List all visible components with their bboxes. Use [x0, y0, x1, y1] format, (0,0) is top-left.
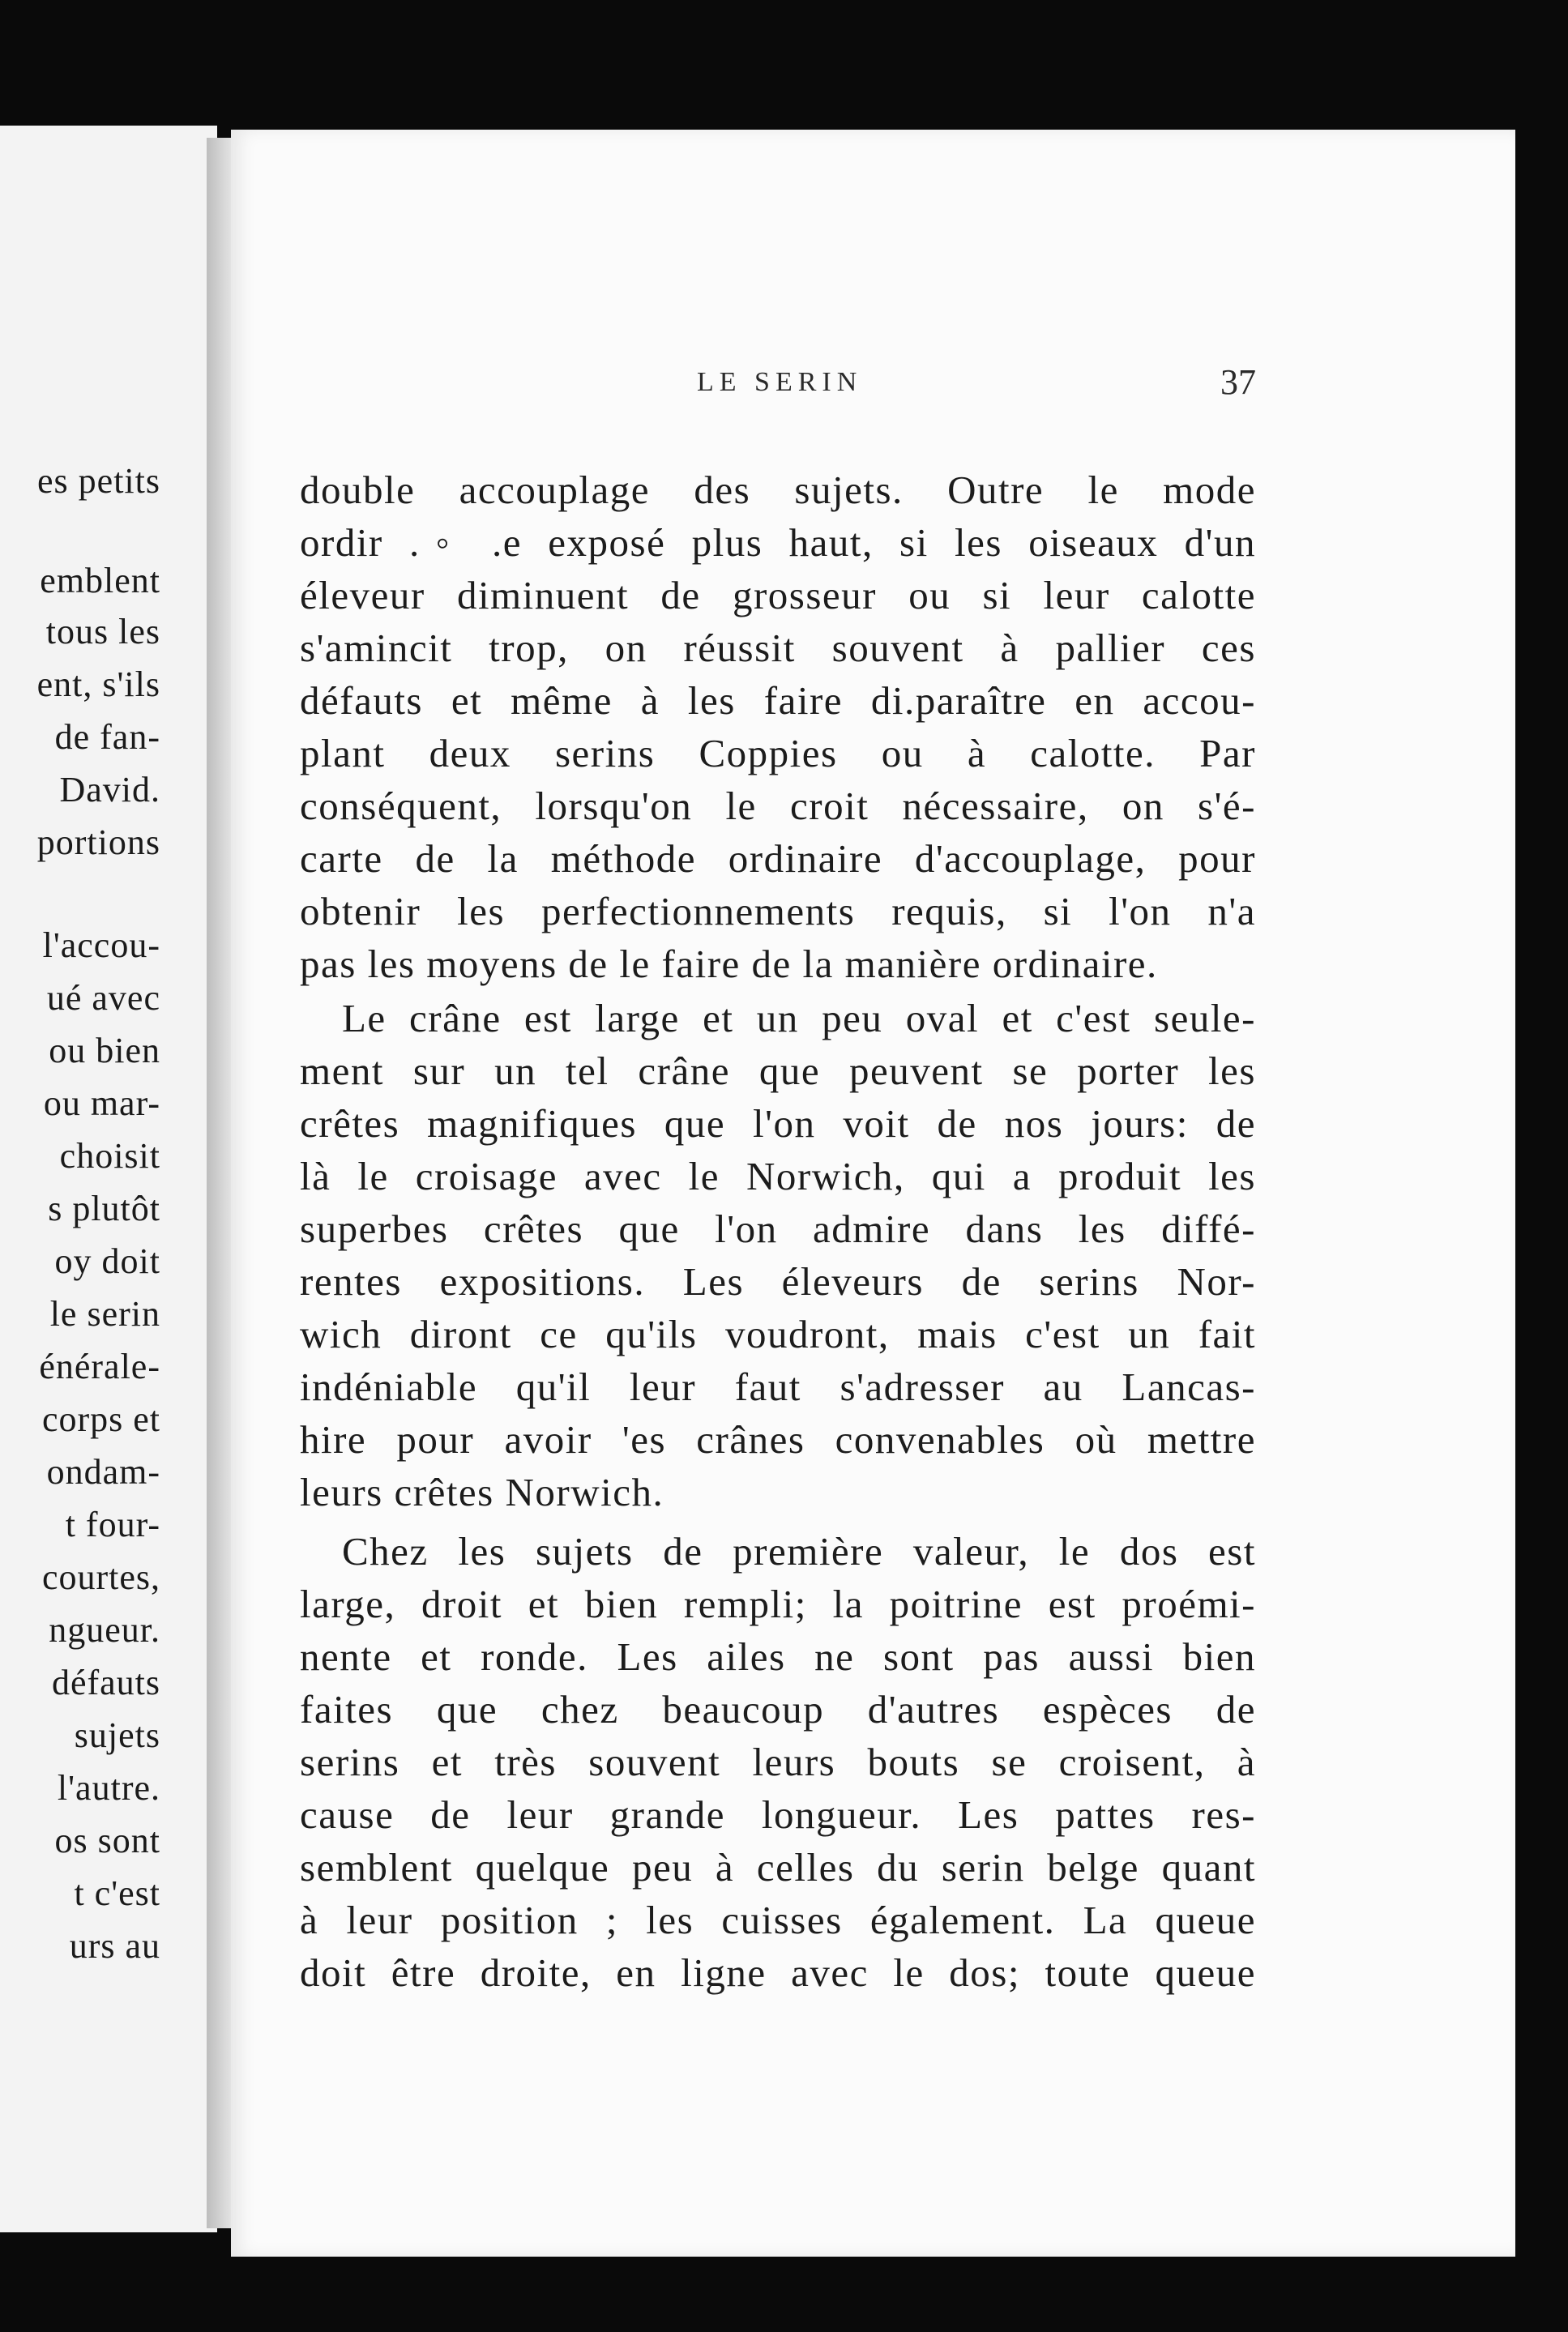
text-line: carte de la méthode ordinaire d'accouplage, pour: [300, 836, 1256, 881]
text-line: serins et très souvent leurs bouts se croisent, à: [300, 1740, 1256, 1784]
left-fragment: es petits: [37, 461, 160, 501]
text-line: s'amincit trop, on réussit souvent à pallier ces: [300, 626, 1256, 670]
left-fragment: urs au: [69, 1926, 160, 1966]
left-fragment: énérale-: [39, 1347, 160, 1386]
text-line: à leur position ; les cuisses également. La queue: [300, 1898, 1256, 1942]
text-line: cause de leur grande longueur. Les pattes res-: [300, 1792, 1256, 1837]
text-line: défauts et même à les faire di.paraître en accou-: [300, 678, 1256, 723]
text-line: indéniable qu'il leur faut s'adresser au Lancas-: [300, 1365, 1256, 1409]
text-line: large, droit et bien rempli; la poitrine est proémi-: [300, 1582, 1256, 1626]
left-fragment: ent, s'ils: [36, 664, 160, 704]
text-line: ment sur un tel crâne que peuvent se porter les: [300, 1049, 1256, 1093]
left-fragment: défauts: [51, 1663, 160, 1702]
left-fragment: sujets: [74, 1715, 160, 1755]
text-line: obtenir les perfectionnements requis, si l'on n'a: [300, 889, 1256, 933]
left-fragment: portions: [36, 822, 160, 862]
left-fragment: t four-: [65, 1505, 160, 1544]
text-line: hire pour avoir 'es crânes convenables où mettre: [300, 1417, 1256, 1462]
text-line: rentes expositions. Les éleveurs de serins Nor-: [300, 1259, 1256, 1304]
running-head: LE SERIN: [697, 367, 863, 397]
text-line: là le croisage avec le Norwich, qui a produit les: [300, 1154, 1256, 1198]
page-number: 37: [1220, 362, 1256, 402]
left-fragment: ué avec: [46, 978, 160, 1018]
left-fragment: ngueur.: [49, 1610, 160, 1650]
text-line: Chez les sujets de première valeur, le dos est: [342, 1529, 1256, 1574]
text-line: double accouplage des sujets. Outre le mode: [300, 468, 1256, 512]
text-line: conséquent, lorsqu'on le croit nécessaire, on s'é-: [300, 784, 1256, 828]
text-line: wich diront ce qu'ils voudront, mais c'est un fait: [300, 1312, 1256, 1356]
left-fragment: l'accou-: [42, 925, 160, 965]
left-fragment: emblent: [40, 561, 160, 600]
left-fragment: courtes,: [41, 1557, 160, 1597]
left-fragment: tous les: [45, 612, 160, 651]
left-fragment: le serin: [49, 1294, 160, 1334]
text-line: Le crâne est large et un peu oval et c'est seule-: [342, 996, 1256, 1040]
text-line: faites que chez beaucoup d'autres espèces de: [300, 1687, 1256, 1732]
text-line: nente et ronde. Les ailes ne sont pas aussi bien: [300, 1634, 1256, 1679]
left-fragment: oy doit: [54, 1241, 160, 1281]
text-line: superbes crêtes que l'on admire dans les diffé-: [300, 1207, 1256, 1251]
left-fragment: ondam-: [46, 1452, 160, 1492]
left-fragment: l'autre.: [57, 1768, 160, 1808]
left-fragment: choisit: [59, 1136, 160, 1176]
left-fragment: s plutôt: [48, 1189, 160, 1228]
left-fragment: ou mar-: [43, 1083, 160, 1123]
text-line: ordir .◦ .e exposé plus haut, si les oiseaux d'un: [300, 520, 1256, 565]
left-fragment: ou bien: [49, 1031, 160, 1070]
text-line: plant deux serins Coppies ou à calotte. Par: [300, 731, 1256, 775]
text-line: pas les moyens de le faire de la manière ordinaire.: [300, 942, 1158, 986]
text-line: doit être droite, en ligne avec le dos; toute queue: [300, 1950, 1256, 1995]
left-page: [0, 126, 217, 2232]
left-fragment: t c'est: [74, 1873, 160, 1913]
text-line: éleveur diminuent de grosseur ou si leur calotte: [300, 573, 1256, 617]
left-fragment: David.: [59, 770, 160, 809]
left-fragment: de fan-: [54, 717, 160, 757]
text-line: semblent quelque peu à celles du serin belge quant: [300, 1845, 1256, 1890]
text-line: crêtes magnifiques que l'on voit de nos jours: de: [300, 1101, 1256, 1146]
left-fragment: os sont: [54, 1821, 160, 1860]
text-line: leurs crêtes Norwich.: [300, 1470, 664, 1514]
left-fragment: corps et: [41, 1399, 160, 1439]
